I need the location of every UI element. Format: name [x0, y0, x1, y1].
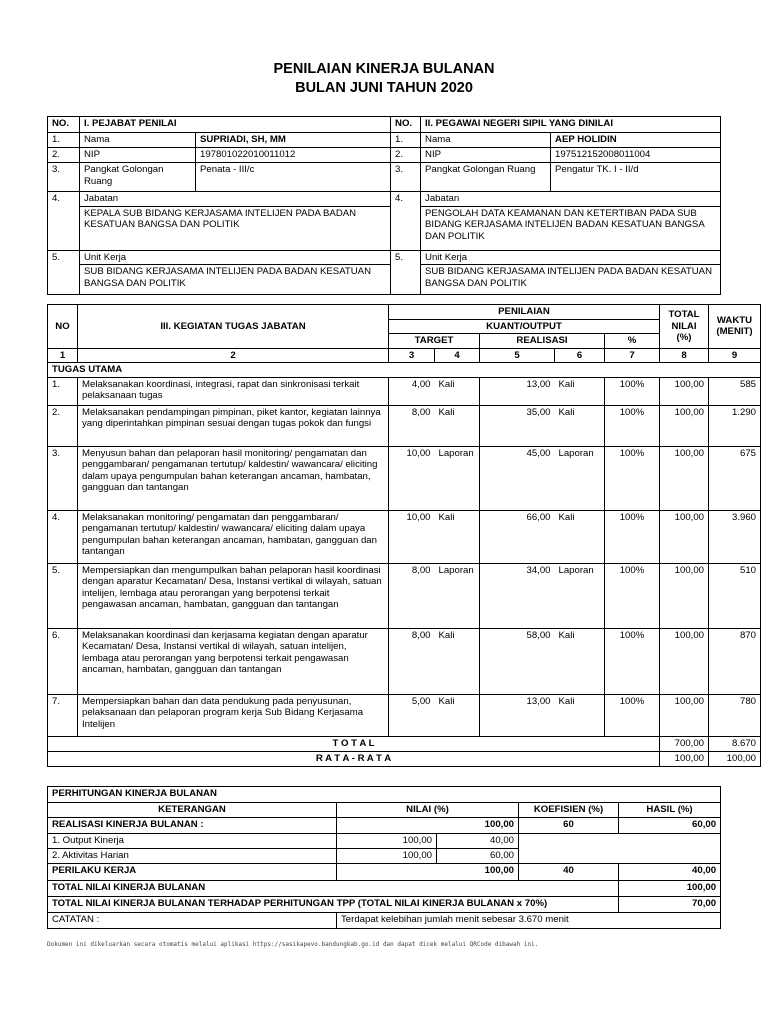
perilaku-hasil: 40,00	[619, 864, 721, 881]
section-tugas-utama: TUGAS UTAMA	[48, 363, 761, 378]
task-row	[48, 377, 761, 405]
task-target-unit: Kali	[435, 405, 480, 446]
row-no: 4.	[391, 192, 421, 251]
task-pct: 100%	[605, 563, 660, 628]
target-header: TARGET	[389, 334, 480, 349]
task-total: 100,00	[660, 405, 709, 446]
task-total: 100,00	[660, 694, 709, 736]
task-target: 8,00	[389, 563, 435, 628]
task-no: 4.	[48, 510, 78, 563]
catatan-text: Terdapat kelebihan jumlah menit sebesar 3.670 menit	[337, 913, 721, 929]
task-row	[48, 563, 761, 628]
realisasi-label: REALISASI KINERJA BULANAN :	[48, 818, 337, 834]
task-waktu: 510	[709, 563, 761, 628]
task-realisasi: 13,00	[480, 377, 555, 405]
task-no: 2.	[48, 405, 78, 446]
penilai-unit: SUB BIDANG KERJASAMA INTELIJEN PADA BADAN KESATUAN BANGSA DAN POLITIK	[80, 265, 391, 295]
task-row	[48, 694, 761, 736]
no-header-right: NO.	[391, 117, 421, 133]
task-pct: 100%	[605, 510, 660, 563]
task-target-unit: Kali	[435, 510, 480, 563]
task-pct: 100%	[605, 694, 660, 736]
pns-dinilai-header: II. PEGAWAI NEGERI SIPIL YANG DINILAI	[421, 117, 721, 133]
identity-row-pangkat	[48, 163, 721, 192]
waktu-header: WAKTU (MENIT)	[709, 305, 761, 349]
row-no: 2.	[48, 148, 80, 163]
col-num: 1	[48, 348, 78, 363]
task-waktu: 675	[709, 446, 761, 510]
tasks-table	[47, 304, 761, 767]
aktivitas-harian-koefisien: 60,00	[437, 849, 519, 864]
task-pct: 100%	[605, 405, 660, 446]
tpp-hasil: 70,00	[619, 897, 721, 913]
task-target-unit: Laporan	[435, 563, 480, 628]
task-no: 6.	[48, 628, 78, 694]
dinilai-nip: 197512152008011004	[551, 148, 721, 163]
row-label: Nama	[80, 133, 196, 148]
dinilai-unit: SUB BIDANG KERJASAMA INTELIJEN PADA BADAN KESATUAN BANGSA DAN POLITIK	[421, 265, 721, 295]
average-waktu: 100,00	[709, 751, 761, 766]
task-total: 100,00	[660, 510, 709, 563]
output-kinerja-nilai: 100,00	[337, 834, 437, 849]
task-waktu: 1.290	[709, 405, 761, 446]
row-no: 2.	[391, 148, 421, 163]
task-kegiatan: Menyusun bahan dan pelaporan hasil monitoring/ pengamatan dan penggambaran/ pengamanan tertutup/ kaldestin/ wawancara/ eliciting dalam upaya pengumpulan bahan keterangan ancaman, hambatan, gangguan dan tantangan	[78, 446, 389, 510]
col-num: 2	[78, 348, 389, 363]
task-kegiatan: Melaksanakan monitoring/ pengamatan dan penggambaran/ pengamanan tertutup/ kaldestin/ wawancara/ eliciting dalam upaya pengumpulan bahan keterangan ancaman, hambatan, gangguan dan tantangan	[78, 510, 389, 563]
task-realisasi-unit: Laporan	[555, 446, 605, 510]
average-row	[48, 751, 761, 766]
task-target-unit: Laporan	[435, 446, 480, 510]
task-realisasi: 66,00	[480, 510, 555, 563]
task-waktu: 585	[709, 377, 761, 405]
task-no: 1.	[48, 377, 78, 405]
col-num: 7	[605, 348, 660, 363]
penilaian-header: PENILAIAN	[389, 305, 660, 320]
task-total: 100,00	[660, 446, 709, 510]
task-row	[48, 446, 761, 510]
task-pct: 100%	[605, 446, 660, 510]
penilai-nama: SUPRIADI, SH, MM	[196, 133, 391, 148]
row-label: Jabatan	[421, 192, 721, 207]
task-pct: 100%	[605, 628, 660, 694]
tpp-row	[48, 897, 721, 913]
pct-header: %	[605, 334, 660, 349]
realisasi-row	[48, 818, 721, 834]
task-no: 3.	[48, 446, 78, 510]
task-realisasi-unit: Kali	[555, 694, 605, 736]
page-title: PENILAIAN KINERJA BULANAN	[273, 61, 495, 77]
task-kegiatan: Mempersiapkan bahan dan data pendukung pada penyusunan, pelaksanaan dan pelaporan program kerja Sub Bidang Kerjasama Intelijen	[78, 694, 389, 736]
perhitungan-title: PERHITUNGAN KINERJA BULANAN	[48, 787, 721, 803]
task-row	[48, 405, 761, 446]
realisasi-koefisien: 60	[519, 818, 619, 834]
penilai-nip: 197801022010011012	[196, 148, 391, 163]
task-target: 5,00	[389, 694, 435, 736]
hasil-header: HASIL (%)	[619, 803, 721, 818]
dinilai-nama: AEP HOLIDIN	[551, 133, 721, 148]
sub-rows-blank	[519, 834, 721, 864]
task-waktu: 870	[709, 628, 761, 694]
total-nilai-header: TOTAL NILAI (%)	[660, 305, 709, 349]
col-num: 5	[480, 348, 555, 363]
task-waktu: 780	[709, 694, 761, 736]
perhitungan-table	[47, 786, 721, 929]
realisasi-header: REALISASI	[480, 334, 605, 349]
col-no-header: NO	[48, 305, 78, 349]
task-target-unit: Kali	[435, 377, 480, 405]
average-nilai: 100,00	[660, 751, 709, 766]
row-no: 1.	[391, 133, 421, 148]
row-label: Nama	[421, 133, 551, 148]
keterangan-header: KETERANGAN	[48, 803, 337, 818]
total-row	[48, 736, 761, 751]
perilaku-label: PERILAKU KERJA	[48, 864, 337, 881]
task-row	[48, 628, 761, 694]
perilaku-row	[48, 864, 721, 881]
task-target: 8,00	[389, 405, 435, 446]
output-kinerja-label: 1. Output Kinerja	[48, 834, 337, 849]
row-label: NIP	[421, 148, 551, 163]
task-no: 5.	[48, 563, 78, 628]
nilai-header: NILAI (%)	[337, 803, 519, 818]
catatan-label: CATATAN :	[48, 913, 337, 929]
col-num: 6	[555, 348, 605, 363]
realisasi-hasil: 60,00	[619, 818, 721, 834]
task-realisasi: 35,00	[480, 405, 555, 446]
task-target: 8,00	[389, 628, 435, 694]
col-kegiatan-header: III. KEGIATAN TUGAS JABATAN	[78, 305, 389, 349]
task-target: 4,00	[389, 377, 435, 405]
task-realisasi: 45,00	[480, 446, 555, 510]
total-waktu: 8.670	[709, 736, 761, 751]
row-label: Jabatan	[80, 192, 391, 207]
row-label: NIP	[80, 148, 196, 163]
average-label: R A T A - R A T A	[48, 751, 660, 766]
catatan-row	[48, 913, 721, 929]
tpp-label: TOTAL NILAI KINERJA BULANAN TERHADAP PERHITUNGAN TPP (TOTAL NILAI KINERJA BULANAN x 70%)	[48, 897, 619, 913]
task-realisasi-unit: Laporan	[555, 563, 605, 628]
aktivitas-harian-label: 2. Aktivitas Harian	[48, 849, 337, 864]
output-kinerja-koefisien: 40,00	[437, 834, 519, 849]
col-num: 4	[435, 348, 480, 363]
task-realisasi-unit: Kali	[555, 405, 605, 446]
task-kegiatan: Melaksanakan koordinasi, integrasi, rapat dan sinkronisasi terkait pelaksanaan tugas	[78, 377, 389, 405]
koefisien-header: KOEFISIEN (%)	[519, 803, 619, 818]
task-target-unit: Kali	[435, 628, 480, 694]
total-nilai: 700,00	[660, 736, 709, 751]
task-row	[48, 510, 761, 563]
task-realisasi-unit: Kali	[555, 628, 605, 694]
perilaku-koefisien: 40	[519, 864, 619, 881]
task-kegiatan: Melaksanakan koordinasi dan kerjasama kegiatan dengan aparatur Kecamatan/ Desa, Instansi vertikal di wilayah, satuan intelijen, lembaga atau perorangan yang berpotensi terkait pengawasan ancaman, hambatan, gangguan dan tantangan	[78, 628, 389, 694]
no-header-left: NO.	[48, 117, 80, 133]
identity-table	[47, 116, 721, 295]
aktivitas-harian-nilai: 100,00	[337, 849, 437, 864]
row-label: Pangkat Golongan Ruang	[421, 163, 551, 192]
task-total: 100,00	[660, 628, 709, 694]
col-num: 9	[709, 348, 761, 363]
task-no: 7.	[48, 694, 78, 736]
output-kinerja-row	[48, 834, 721, 849]
task-realisasi: 58,00	[480, 628, 555, 694]
row-label: Unit Kerja	[421, 250, 721, 265]
task-realisasi: 34,00	[480, 563, 555, 628]
task-waktu: 3.960	[709, 510, 761, 563]
penilai-jabatan: KEPALA SUB BIDANG KERJASAMA INTELIJEN PADA BADAN KESATUAN BANGSA DAN POLITIK	[80, 206, 391, 250]
task-kegiatan: Mempersiapkan dan mengumpulkan bahan pelaporan hasil koordinasi dengan aparatur Kecamatan/ Desa, Instansi vertikal di wilayah, satuan intelijen, lembaga atau perorangan yang berpotensi terkait pengawasan ancaman, hambatan, gangguan dan tantangan	[78, 563, 389, 628]
row-no: 5.	[48, 250, 80, 295]
identity-row-nip	[48, 148, 721, 163]
task-target-unit: Kali	[435, 694, 480, 736]
row-no: 3.	[391, 163, 421, 192]
row-no: 3.	[48, 163, 80, 192]
col-num: 3	[389, 348, 435, 363]
row-no: 1.	[48, 133, 80, 148]
task-total: 100,00	[660, 563, 709, 628]
total-label: T O T A L	[48, 736, 660, 751]
dinilai-jabatan: PENGOLAH DATA KEAMANAN DAN KETERTIBAN PADA SUB BIDANG KERJASAMA INTELIJEN BADAN KESATUAN BANGSA DAN POLITIK	[421, 206, 721, 250]
identity-row-nama	[48, 133, 721, 148]
perilaku-nilai: 100,00	[337, 864, 519, 881]
total-nilai-hasil: 100,00	[619, 881, 721, 897]
task-realisasi: 13,00	[480, 694, 555, 736]
total-nilai-row	[48, 881, 721, 897]
row-label: Pangkat Golongan Ruang	[80, 163, 196, 192]
realisasi-nilai: 100,00	[337, 818, 519, 834]
task-target: 10,00	[389, 510, 435, 563]
dinilai-pangkat: Pengatur TK. I - II/d	[551, 163, 721, 192]
footer-note: Dokumen ini dikeluarkan secara otomatis melalui aplikasi https://sasikapevo.bandungkab.go.id dan dapat dicek melalui QRCode dibawah ini.	[47, 941, 539, 948]
task-kegiatan: Melaksanakan pendampingan pimpinan, piket kantor, kegiatan lainnya yang diperintahkan pimpinan sesuai dengan tugas pokok dan fungsi	[78, 405, 389, 446]
task-realisasi-unit: Kali	[555, 510, 605, 563]
col-num: 8	[660, 348, 709, 363]
pejabat-penilai-header: I. PEJABAT PENILAI	[80, 117, 391, 133]
task-pct: 100%	[605, 377, 660, 405]
kuant-output-header: KUANT/OUTPUT	[389, 319, 660, 334]
penilai-pangkat: Penata - III/c	[196, 163, 391, 192]
task-total: 100,00	[660, 377, 709, 405]
row-label: Unit Kerja	[80, 250, 391, 265]
row-no: 4.	[48, 192, 80, 251]
page-subtitle: BULAN JUNI TAHUN 2020	[295, 80, 473, 96]
row-no: 5.	[391, 250, 421, 295]
task-target: 10,00	[389, 446, 435, 510]
task-realisasi-unit: Kali	[555, 377, 605, 405]
column-number-row	[48, 348, 761, 363]
total-nilai-label: TOTAL NILAI KINERJA BULANAN	[48, 881, 619, 897]
